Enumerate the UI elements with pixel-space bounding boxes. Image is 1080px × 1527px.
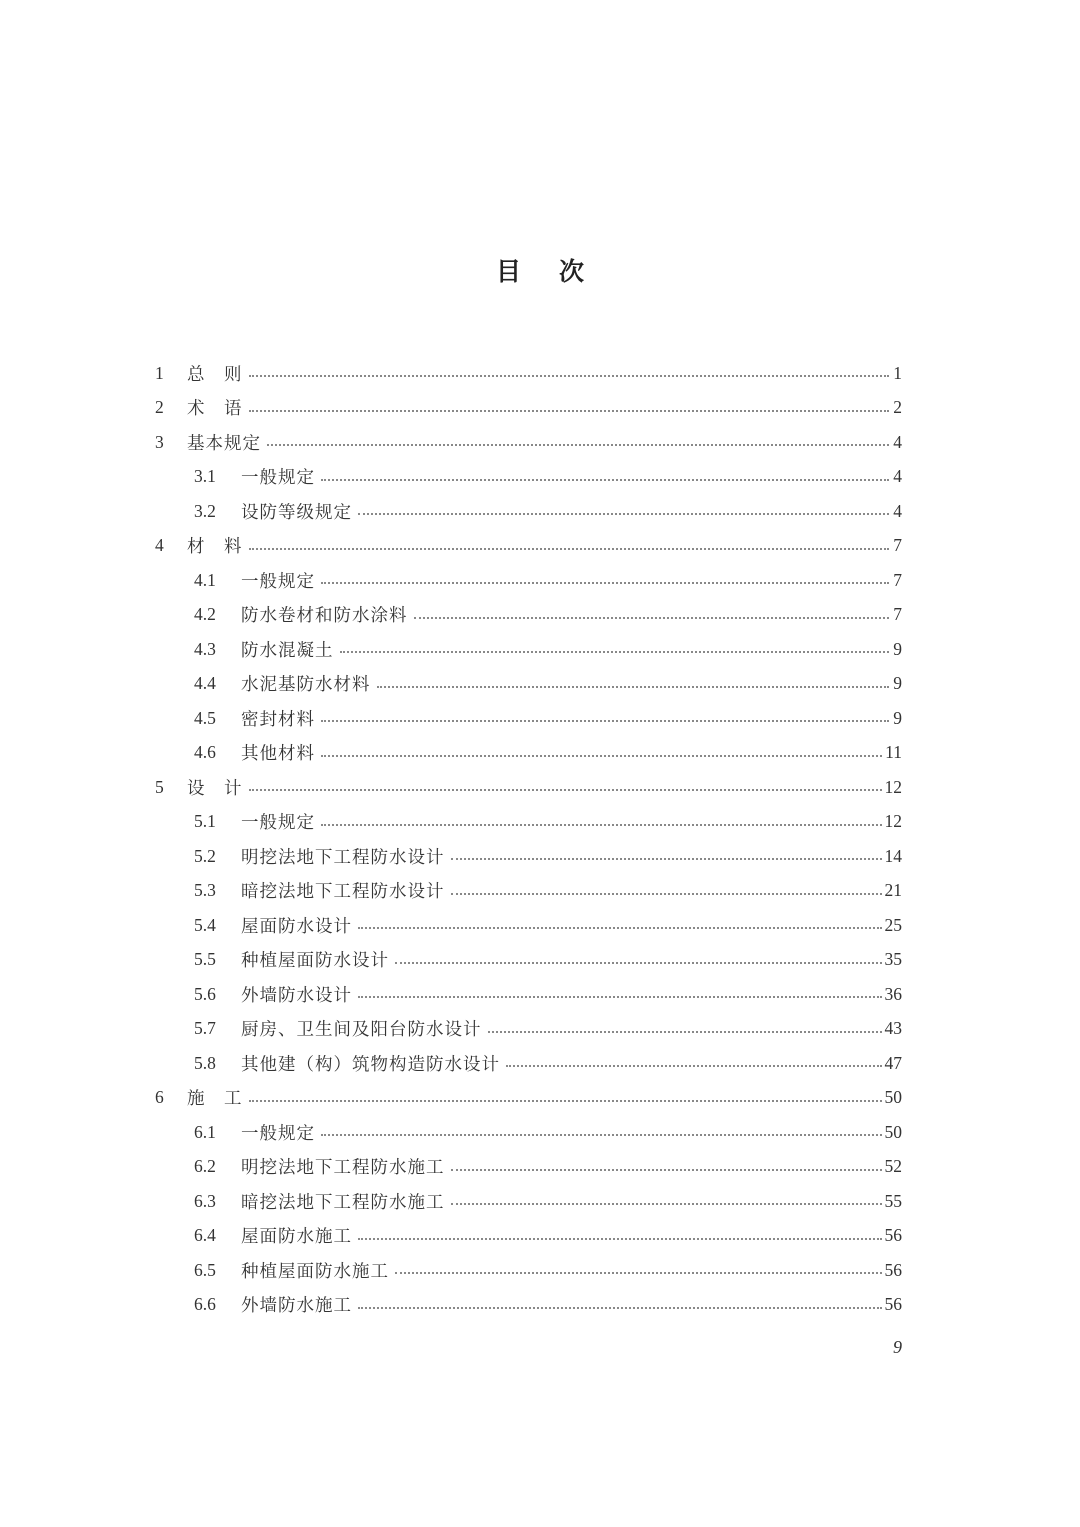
section-number: 5 [155,776,164,797]
toc-entry[interactable] [155,943,902,978]
leader-dots [321,720,889,722]
section-page: 7 [893,604,902,625]
section-number: 3.1 [194,466,216,487]
toc-entry[interactable] [155,977,902,1012]
toc-entry[interactable] [155,1012,902,1047]
leader-dots [358,1307,882,1309]
leader-dots [488,1031,882,1033]
section-page: 7 [893,569,902,590]
section-number: 5.1 [194,811,216,832]
leader-dots [321,582,889,584]
leader-dots [340,651,890,653]
section-page: 56 [884,1225,902,1246]
toc-entry[interactable] [155,701,902,736]
section-page: 43 [884,1018,902,1039]
section-title: 术 语 [187,399,243,420]
leader-dots [358,996,882,998]
toc-entry[interactable] [155,736,902,771]
section-title: 外墙防水设计 [241,985,352,1006]
section-number: 3 [155,431,164,452]
section-number: 5.5 [194,949,216,970]
page-number: 9 [893,1337,902,1357]
section-number: 6.6 [194,1294,216,1315]
section-title: 屋面防水施工 [241,1227,352,1248]
section-page: 21 [884,880,902,901]
leader-dots [321,1134,882,1136]
section-title: 其他建（构）筑物构造防水设计 [241,1054,500,1075]
leader-dots [358,927,882,929]
leader-dots [358,1238,882,1240]
leader-dots [321,755,882,757]
toc-entry[interactable] [155,667,902,702]
leader-dots [506,1065,882,1067]
section-page: 50 [884,1121,902,1142]
toc-entry[interactable] [155,874,902,909]
section-number: 4.1 [194,569,216,590]
section-title: 明挖法地下工程防水施工 [241,1158,445,1179]
section-number: 4.4 [194,673,216,694]
toc-entry[interactable] [155,598,902,633]
section-page: 4 [893,500,902,521]
toc-entry[interactable] [155,391,902,426]
section-page: 9 [893,673,902,694]
leader-dots [451,893,882,895]
section-title: 一般规定 [241,571,315,592]
section-title: 设 计 [187,778,243,799]
toc-entry[interactable] [155,770,902,805]
section-number: 6.4 [194,1225,216,1246]
toc-entry[interactable] [155,1150,902,1185]
section-number: 6 [155,1087,164,1108]
section-title: 基本规定 [187,433,261,454]
section-page: 9 [893,707,902,728]
section-number: 3.2 [194,500,216,521]
section-title: 其他材料 [241,744,315,765]
section-title: 暗挖法地下工程防水设计 [241,882,445,903]
leader-dots [321,479,889,481]
toc-entry[interactable] [155,805,902,840]
section-page: 47 [884,1052,902,1073]
toc-entry[interactable] [155,529,902,564]
leader-dots [267,444,889,446]
toc-entry[interactable] [155,1081,902,1116]
section-page: 25 [884,914,902,935]
toc-entry[interactable] [155,1184,902,1219]
leader-dots [451,1169,882,1171]
section-page: 9 [893,638,902,659]
section-title: 种植屋面防水施工 [241,1261,389,1282]
section-number: 6.1 [194,1121,216,1142]
section-number: 2 [155,397,164,418]
toc-entry[interactable] [155,1046,902,1081]
toc-entry[interactable] [155,1288,902,1323]
section-page: 4 [893,466,902,487]
section-title: 防水卷材和防水涂料 [241,606,408,627]
toc-entry[interactable] [155,1253,902,1288]
section-number: 4.6 [194,742,216,763]
section-title: 暗挖法地下工程防水施工 [241,1192,445,1213]
toc-entry[interactable] [155,908,902,943]
leader-dots [414,617,890,619]
toc-entry[interactable] [155,1115,902,1150]
section-title: 施 工 [187,1089,243,1110]
leader-dots [249,1100,882,1102]
section-page: 12 [884,776,902,797]
section-title: 外墙防水施工 [241,1296,352,1317]
section-title: 防水混凝土 [241,640,334,661]
leader-dots [395,962,882,964]
section-title: 设防等级规定 [241,502,352,523]
toc-entry[interactable] [155,356,902,391]
section-page: 52 [884,1156,902,1177]
section-title: 一般规定 [241,813,315,834]
section-page: 35 [884,949,902,970]
toc-entry[interactable] [155,425,902,460]
section-number: 4 [155,535,164,556]
section-number: 4.3 [194,638,216,659]
section-number: 4.2 [194,604,216,625]
section-page: 11 [885,742,902,763]
toc-entry[interactable] [155,839,902,874]
section-page: 56 [884,1294,902,1315]
leader-dots [249,410,890,412]
section-title: 密封材料 [241,709,315,730]
section-number: 5.3 [194,880,216,901]
section-number: 6.3 [194,1190,216,1211]
table-of-contents [155,356,902,1322]
leader-dots [249,548,890,550]
leader-dots [321,824,882,826]
section-number: 5.7 [194,1018,216,1039]
page-title: 目次 [495,257,622,286]
section-page: 56 [884,1259,902,1280]
section-number: 5.8 [194,1052,216,1073]
section-title: 种植屋面防水设计 [241,951,389,972]
section-title: 明挖法地下工程防水设计 [241,847,445,868]
section-page: 4 [893,431,902,452]
toc-entry[interactable] [155,460,902,495]
section-title: 总 则 [187,364,243,385]
section-number: 1 [155,362,164,383]
section-title: 水泥基防水材料 [241,675,371,696]
leader-dots [451,1203,882,1205]
section-title: 厨房、卫生间及阳台防水设计 [241,1020,482,1041]
section-page: 36 [884,983,902,1004]
toc-entry[interactable] [155,1219,902,1254]
section-page: 12 [884,811,902,832]
section-number: 5.4 [194,914,216,935]
toc-entry[interactable] [155,563,902,598]
toc-entry[interactable] [155,494,902,529]
section-title: 一般规定 [241,1123,315,1144]
leader-dots [358,513,889,515]
section-number: 4.5 [194,707,216,728]
section-number: 6.2 [194,1156,216,1177]
section-page: 1 [893,362,902,383]
section-page: 14 [884,845,902,866]
section-number: 5.2 [194,845,216,866]
section-page: 55 [884,1190,902,1211]
leader-dots [377,686,890,688]
section-page: 50 [884,1087,902,1108]
section-title: 屋面防水设计 [241,916,352,937]
leader-dots [451,858,882,860]
section-page: 7 [893,535,902,556]
leader-dots [249,375,890,377]
section-title: 材 料 [187,537,243,558]
toc-entry[interactable] [155,632,902,667]
leader-dots [395,1272,882,1274]
section-number: 5.6 [194,983,216,1004]
section-number: 6.5 [194,1259,216,1280]
section-title: 一般规定 [241,468,315,489]
section-page: 2 [893,397,902,418]
leader-dots [249,789,882,791]
